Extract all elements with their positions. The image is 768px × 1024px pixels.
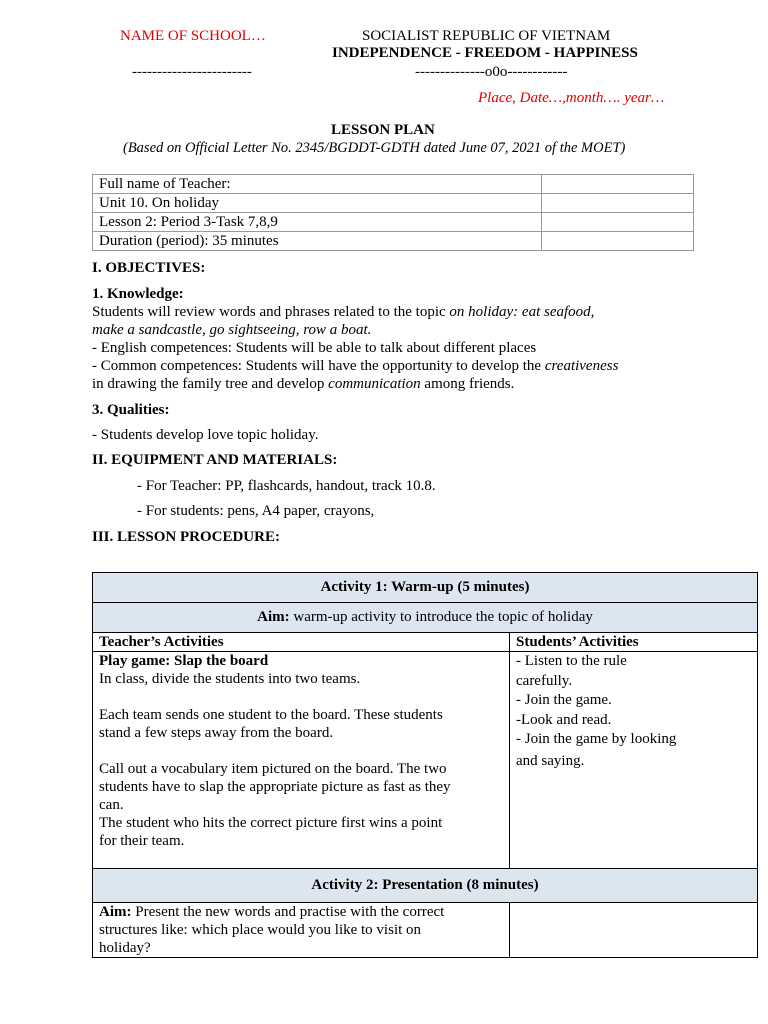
english-competences: - English competences: Students will be able to talk about different places <box>92 340 537 356</box>
republic-title: SOCIALIST REPUBLIC OF VIETNAM <box>362 28 611 44</box>
knowledge-heading: 1. Knowledge: <box>92 286 184 302</box>
national-motto: INDEPENDENCE - FREEDOM - HAPPINESS <box>332 45 638 61</box>
aim-label: Aim: <box>257 609 290 625</box>
left-rule: ------------------------ <box>132 64 252 80</box>
aim-text: Present the new words and practise with the correct <box>131 904 445 920</box>
equipment-teacher: - For Teacher: PP, flashcards, handout, track 10.8. <box>137 478 436 494</box>
teacher-line: students have to slap the appropriate picture as fast as they <box>99 779 451 795</box>
aim-text: warm-up activity to introduce the topic of holiday <box>289 609 593 625</box>
table-row <box>93 232 694 251</box>
common-competences-end: among friends. <box>420 376 515 392</box>
qualities-heading: 3. Qualities: <box>92 402 170 418</box>
place-date: Place, Date…,month…. year… <box>478 90 665 106</box>
student-line: carefully. <box>516 672 573 689</box>
teacher-line: In class, divide the students into two teams. <box>99 671 361 687</box>
student-line: - Join the game by looking <box>516 731 677 748</box>
table-row <box>93 194 694 213</box>
info-cell: Unit 10. On holiday <box>93 194 542 213</box>
knowledge-topic-cont: make a sandcastle, go sightseeing, row a boat. <box>92 322 372 338</box>
aim-text: holiday? <box>99 940 151 956</box>
table-row <box>93 633 758 652</box>
teacher-line: Call out a vocabulary item pictured on the board. The two <box>99 761 447 777</box>
activity2-students-cell <box>510 903 758 958</box>
page-subtitle: (Based on Official Letter No. 2345/BGDDT-GDTH dated June 07, 2021 of the MOET) <box>123 140 626 156</box>
info-value-cell <box>542 213 694 232</box>
activity2-aim-cell <box>93 903 510 958</box>
table-row <box>93 903 758 958</box>
game-title: Play game: Slap the board <box>99 653 269 669</box>
right-rule: --------------o0o------------ <box>415 64 568 80</box>
equipment-heading: II. EQUIPMENT AND MATERIALS: <box>92 452 338 468</box>
knowledge-topic: on holiday: eat seafood, <box>449 304 595 320</box>
knowledge-paragraph <box>92 303 702 393</box>
teacher-line: stand a few steps away from the board. <box>99 725 334 741</box>
student-line: and saying. <box>516 752 585 769</box>
student-line: - Listen to the rule <box>516 653 627 669</box>
aim-label: Aim: <box>99 904 132 920</box>
info-value-cell <box>542 194 694 213</box>
teacher-line: Each team sends one student to the board. These students <box>99 707 443 723</box>
table-row <box>93 652 758 869</box>
teacher-line <box>99 688 503 706</box>
table-row <box>93 603 758 633</box>
students-col-header: Students’ Activities <box>510 633 758 652</box>
equipment-students: - For students: pens, A4 paper, crayons, <box>137 503 375 519</box>
student-line: -Look and read. <box>516 711 612 728</box>
table-row <box>93 573 758 603</box>
teacher-line: can. <box>99 797 124 813</box>
teacher-line <box>99 742 503 760</box>
students-activities-cell <box>510 652 758 869</box>
teacher-activities-cell <box>93 652 510 869</box>
creativeness-word: creativeness <box>544 358 619 374</box>
teacher-line: The student who hits the correct picture first wins a point <box>99 815 443 831</box>
school-name: NAME OF SCHOOL… <box>120 28 266 44</box>
table-row <box>93 213 694 232</box>
activity1-aim <box>93 603 758 633</box>
communication-word: communication <box>328 376 421 392</box>
teacher-col-header: Teacher’s Activities <box>93 633 510 652</box>
info-cell: Duration (period): 35 minutes <box>93 232 542 251</box>
procedure-table <box>92 572 758 958</box>
info-cell: Full name of Teacher: <box>93 175 542 194</box>
objectives-heading: I. OBJECTIVES: <box>92 260 206 276</box>
qualities-text: - Students develop love topic holiday. <box>92 427 319 443</box>
table-row <box>93 175 694 194</box>
aim-text: structures like: which place would you like to visit on <box>99 922 422 938</box>
info-value-cell <box>542 232 694 251</box>
procedure-heading: III. LESSON PROCEDURE: <box>92 529 280 545</box>
common-competences: - Common competences: Students will have the opportunity to develop the <box>92 358 545 374</box>
page-title: LESSON PLAN <box>331 122 435 138</box>
info-value-cell <box>542 175 694 194</box>
common-competences-cont: in drawing the family tree and develop <box>92 376 329 392</box>
table-row <box>93 869 758 903</box>
student-line: - Join the game. <box>516 692 612 709</box>
lesson-info-table <box>92 174 694 251</box>
knowledge-text: Students will review words and phrases related to the topic <box>92 304 450 320</box>
info-cell: Lesson 2: Period 3-Task 7,8,9 <box>93 213 542 232</box>
activity2-title: Activity 2: Presentation (8 minutes) <box>93 869 758 903</box>
teacher-line: for their team. <box>99 833 185 849</box>
activity1-title: Activity 1: Warm-up (5 minutes) <box>93 573 758 603</box>
